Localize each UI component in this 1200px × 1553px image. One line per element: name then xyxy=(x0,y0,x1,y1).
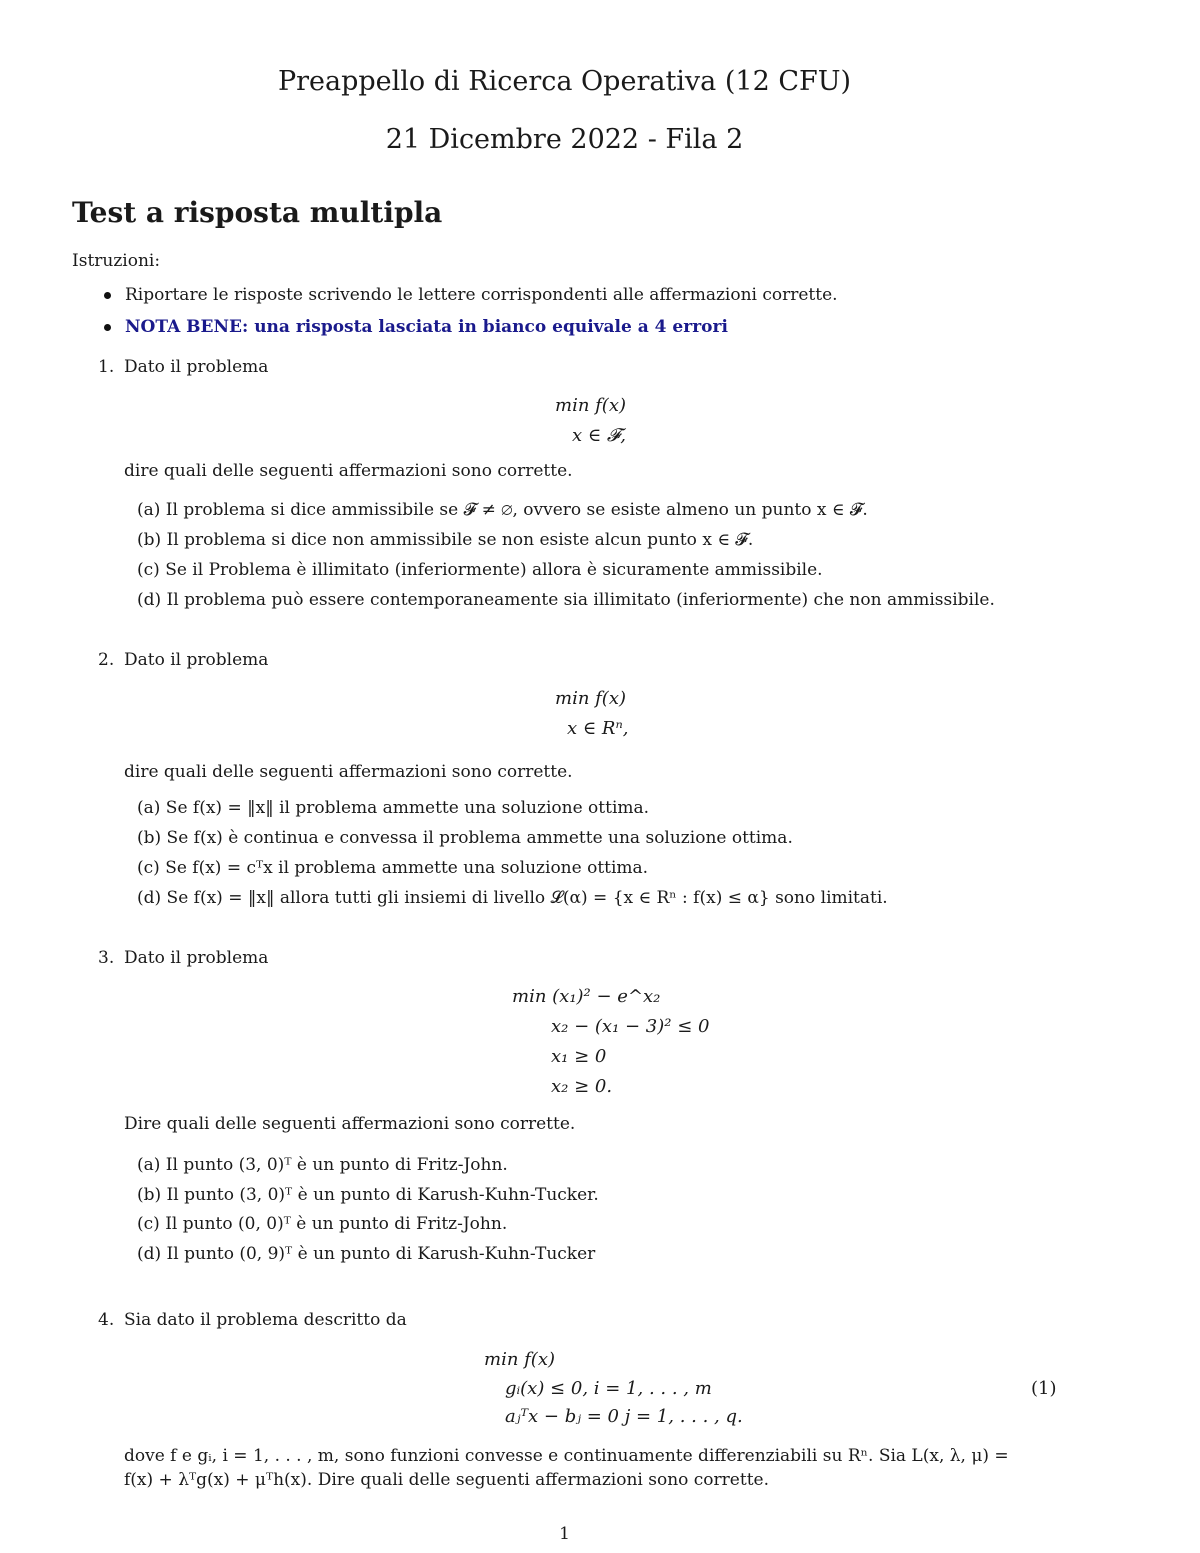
question-1-option-d: (d) Il problema può essere contemporaneamente sia illimitato (inferiormente) che non ammissibile. xyxy=(137,590,995,610)
question-3-number: 3. xyxy=(98,948,115,968)
question-3-option-b: (b) Il punto (3, 0)ᵀ è un punto di Karush-Kuhn-Tucker. xyxy=(137,1185,599,1205)
instruction-bullet-2 xyxy=(104,317,728,337)
page-number: 1 xyxy=(559,1524,570,1544)
question-4-number: 4. xyxy=(98,1310,115,1330)
instruction-bullet-1 xyxy=(104,285,838,305)
question-2-option-c: (c) Se f(x) = cᵀx il problema ammette una soluzione ottima. xyxy=(137,858,649,878)
question-2-intro: Dato il problema xyxy=(124,650,269,670)
question-1-option-c: (c) Se il Problema è illimitato (inferiormente) allora è sicuramente ammissibile. xyxy=(137,560,823,580)
question-1-objective: min f(x) xyxy=(555,395,626,416)
bullet-icon xyxy=(104,324,111,331)
question-1-intro: Dato il problema xyxy=(124,357,269,377)
question-3-option-a: (a) Il punto (3, 0)ᵀ è un punto di Fritz-John. xyxy=(137,1155,508,1175)
question-2-option-b: (b) Se f(x) è continua e convessa il problema ammette una soluzione ottima. xyxy=(137,828,793,848)
question-2-number: 2. xyxy=(98,650,115,670)
question-1-constraint: x ∈ 𝓕, xyxy=(572,425,626,446)
document-subtitle: 21 Dicembre 2022 - Fila 2 xyxy=(385,124,744,155)
question-3-constraint-2: x₁ ≥ 0 xyxy=(551,1046,607,1067)
question-1-option-b: (b) Il problema si dice non ammissibile se non esiste alcun punto x ∈ 𝓕. xyxy=(137,530,754,550)
question-4-equality-constraints: aⱼᵀx − bⱼ = 0 j = 1, . . . , q. xyxy=(505,1406,743,1427)
question-1-option-a: (a) Il problema si dice ammissibile se 𝓕 ≠ ∅, ovvero se esiste almeno un punto x ∈ 𝓕. xyxy=(137,500,868,520)
question-2-option-a: (a) Se f(x) = ‖x‖ il problema ammette una soluzione ottima. xyxy=(137,798,650,818)
question-2-objective: min f(x) xyxy=(555,688,626,709)
question-2-prompt: dire quali delle seguenti affermazioni sono corrette. xyxy=(124,762,573,782)
question-3-intro: Dato il problema xyxy=(124,948,269,968)
nota-bene-text: NOTA BENE: una risposta lasciata in bianco equivale a 4 errori xyxy=(125,317,728,337)
document-title: Preappello di Ricerca Operativa (12 CFU) xyxy=(277,66,852,97)
question-4-text-line-1: dove f e gᵢ, i = 1, . . . , m, sono funzioni convesse e continuamente differenziabili su Rⁿ. Sia L(x, λ, μ) = xyxy=(124,1446,1009,1466)
equation-number: (1) xyxy=(1031,1378,1057,1399)
question-3-constraint-3: x₂ ≥ 0. xyxy=(551,1076,613,1097)
question-4-inequality-constraints: gᵢ(x) ≤ 0, i = 1, . . . , m xyxy=(505,1378,712,1399)
question-4-intro: Sia dato il problema descritto da xyxy=(124,1310,407,1330)
question-4-objective: min f(x) xyxy=(484,1349,555,1370)
instruction-text-1: Riportare le risposte scrivendo le lettere corrispondenti alle affermazioni corrette. xyxy=(125,285,838,305)
question-1-prompt: dire quali delle seguenti affermazioni sono corrette. xyxy=(124,461,573,481)
question-2-constraint: x ∈ Rⁿ, xyxy=(567,718,629,739)
question-3-option-d: (d) Il punto (0, 9)ᵀ è un punto di Karush-Kuhn-Tucker xyxy=(137,1244,596,1264)
question-3-objective: min (x₁)² − e^x₂ xyxy=(512,986,661,1007)
question-3-option-c: (c) Il punto (0, 0)ᵀ è un punto di Fritz-John. xyxy=(137,1214,508,1234)
question-4-text-line-2: f(x) + λᵀg(x) + μᵀh(x). Dire quali delle seguenti affermazioni sono corrette. xyxy=(124,1470,769,1490)
question-3-constraint-1: x₂ − (x₁ − 3)² ≤ 0 xyxy=(551,1016,710,1037)
question-2-option-d: (d) Se f(x) = ‖x‖ allora tutti gli insiemi di livello 𝓛(α) = {x ∈ Rⁿ : f(x) ≤ α} sono limitati. xyxy=(137,888,888,908)
question-3-prompt: Dire quali delle seguenti affermazioni sono corrette. xyxy=(124,1114,576,1134)
instructions-label: Istruzioni: xyxy=(72,251,161,271)
section-heading: Test a risposta multipla xyxy=(72,196,443,229)
bullet-icon xyxy=(104,292,111,299)
question-1-number: 1. xyxy=(98,357,115,377)
